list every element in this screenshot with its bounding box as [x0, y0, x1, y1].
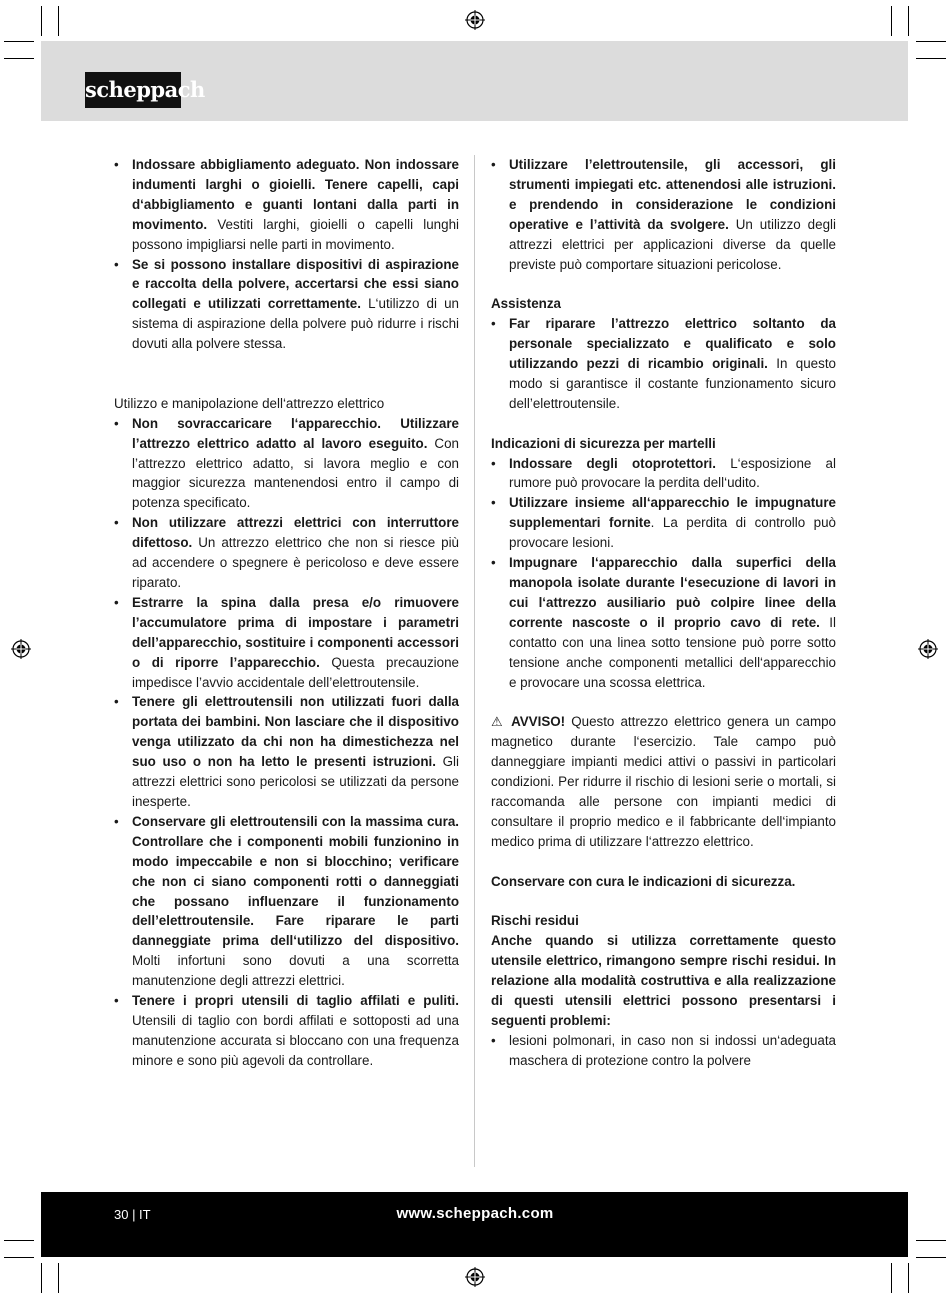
bullet-icon: •	[491, 316, 496, 332]
list-item	[491, 1031, 836, 1071]
crop-mark	[908, 6, 909, 36]
column-divider	[474, 155, 475, 1167]
item-bold-text: Far riparare l’attrezzo elettrico soltanto da personale specializzato e qualificato e solo utilizzando pezzi di ricambio originali.	[509, 316, 836, 372]
item-text: Con l’attrezzo elettrico adatto, si lavora meglio e con maggior sicurezza mantenendosi entro il campo di potenza specificato.	[132, 435, 459, 511]
usage-list	[114, 414, 459, 1071]
item-text: Questa precauzione impedisce l’avvio accidentale dell’elettroutensile.	[132, 654, 460, 690]
list-item	[114, 255, 459, 355]
item-bold-text: Se si possono installare dispositivi di aspirazione e raccolta della polvere, accertarsi che essi siano collegati e utilizzati correttamente.	[132, 256, 459, 312]
warning-triangle-icon: ⚠	[491, 714, 505, 730]
warning-paragraph	[491, 712, 836, 851]
item-text: Un attrezzo elettrico che non si riesce più ad accendere o spegnere è pericoloso e deve essere riparato.	[132, 535, 459, 590]
item-text: Utensili di taglio con bordi affilati e sottoposti ad una manutenzione accurata si bloccano con una frequenza minore e sono più agevoli da controllare.	[132, 1012, 459, 1068]
list-item	[114, 155, 459, 255]
bullet-icon: •	[114, 415, 119, 431]
crop-mark	[908, 1263, 909, 1293]
left-column	[114, 155, 459, 1071]
bullet-icon: •	[114, 993, 119, 1009]
list-item	[491, 454, 836, 494]
item-bold-text: Tenere gli elettroutensili non utilizzati fuori dalla portata dei bambini. Non lasciare che il dispositivo venga utilizzato da chi non ha dimestichezza nel suo uso o non ha letto le presenti istruzioni.	[132, 694, 459, 770]
intro-list	[114, 155, 459, 354]
residual-intro: Anche quando si utilizza correttamente questo utensile elettrico, rimangono sempre rischi residui. In relazione alla modalità costruttiva e alla realizzazione di questi utensili elettrici possono presentarsi i seguenti problemi:	[491, 933, 836, 1028]
list-item	[114, 414, 459, 514]
item-text: Gli attrezzi elettrici sono pericolosi se utilizzati da persone inesperte.	[132, 754, 459, 809]
bullet-icon: •	[114, 694, 119, 710]
warning-text: Questo attrezzo elettrico genera un campo magnetico durante l‘esercizio. Tale campo può danneggiare impianti medici attivi o passivi in particolari condizioni. Per ridurre il rischio di lesioni serie o mortali, si raccomanda alle persone con impianti medici di consultare il proprio medico e il fabbricante dell‘impianto medico prima di utilizzare l‘attrezzo elettrico.	[491, 714, 836, 849]
list-item	[114, 593, 459, 693]
footer-band	[41, 1192, 908, 1257]
list-item	[491, 553, 836, 692]
item-bold-text: Non utilizzare attrezzi elettrici con interruttore difettoso.	[132, 515, 459, 551]
section-title: Indicazioni di sicurezza per martelli	[491, 435, 716, 451]
bullet-icon: •	[491, 157, 496, 172]
crop-mark	[4, 41, 34, 42]
bullet-icon: •	[491, 555, 496, 571]
item-bold-text: Indossare degli otoprotettori.	[509, 455, 716, 471]
list-item	[114, 812, 459, 991]
bullet-icon: •	[114, 256, 119, 272]
bullet-icon: •	[114, 813, 119, 829]
residual-list	[491, 1031, 836, 1071]
scheppach-logo: scheppach	[85, 72, 181, 108]
registration-mark-icon	[918, 639, 938, 659]
bullet-icon: •	[491, 455, 496, 471]
intro-list	[491, 155, 836, 274]
crop-mark	[916, 1240, 946, 1241]
crop-mark	[58, 6, 59, 36]
registration-mark-icon	[11, 639, 31, 659]
crop-mark	[41, 6, 42, 36]
section-title: Utilizzo e manipolazione dell‘attrezzo elettrico	[114, 395, 385, 411]
item-text: L‘utilizzo di un sistema di aspirazione della polvere può ridurre i rischi dovuti alla polvere stessa.	[132, 296, 459, 352]
list-item	[114, 513, 459, 593]
crop-mark	[4, 1257, 34, 1258]
page-number: 30 | IT	[114, 1207, 151, 1222]
crop-mark	[891, 1263, 892, 1293]
item-text: Molti infortuni sono dovuti a una scorretta manutenzione degli attrezzi elettrici.	[132, 953, 459, 989]
list-item	[491, 314, 836, 414]
item-bold-text: Conservare gli elettroutensili con la massima cura. Controllare che i componenti mobili funzionino in modo impeccabile e non si blocchino; verificare che non ci siano componenti rotti o danneggiati che possano influenzare il funzionamento dell’elettroutensile. Fare riparare le parti danneggiate prima dell‘utilizzo del dispositivo.	[132, 813, 459, 949]
item-text: Il contatto con una linea sotto tensione può porre sotto tensione anche componenti metallici dell‘apparecchio e provocare una scossa elettrica.	[509, 614, 836, 690]
assistance-list	[491, 314, 836, 414]
warning-label: AVVISO!	[511, 714, 566, 730]
crop-mark	[891, 6, 892, 36]
bullet-icon: •	[491, 1032, 496, 1048]
item-text: Vestiti larghi, gioielli o capelli lunghi possono impigliarsi nelle parti in movimento.	[132, 216, 459, 252]
crop-mark	[916, 1257, 946, 1258]
item-bold-text: Estrarre la spina dalla presa e/o rimuovere l’accumulatore prima di impostare i parametri dell’apparecchio, sostituire i componenti accessori o di riporre l’apparecchio.	[132, 594, 459, 670]
crop-mark	[41, 1263, 42, 1293]
right-column	[491, 155, 836, 1071]
item-bold-text: Utilizzare insieme all‘apparecchio le impugnature supplementari fornite	[509, 495, 836, 531]
bullet-icon: •	[491, 495, 496, 511]
registration-mark-icon	[465, 1267, 485, 1287]
item-bold-text: Tenere i propri utensili di taglio affilati e puliti.	[132, 993, 459, 1009]
bullet-icon: •	[114, 594, 119, 610]
item-text: L‘esposizione al rumore può provocare la perdita dell‘udito.	[509, 455, 836, 491]
list-item	[491, 493, 836, 553]
crop-mark	[4, 58, 34, 59]
list-item	[114, 991, 459, 1071]
footer-url: www.scheppach.com	[396, 1205, 554, 1222]
item-text: In questo modo si garantisce il costante funzionamento sicuro dell’elettroutensile.	[509, 356, 836, 411]
keep-safe-note: Conservare con cura le indicazioni di sicurezza.	[491, 873, 796, 889]
section-title: Assistenza	[491, 296, 561, 312]
item-bold-text: Impugnare l‘apparecchio dalla superfici della manopola isolate durante l‘esecuzione di lavori in cui l‘attrezzo ausiliario può colpire linee della corrente nascoste o il proprio cavo di rete.	[509, 555, 836, 630]
hammer-list	[491, 454, 836, 693]
item-text: lesioni polmonari, in caso non si indossi un‘adeguata maschera di protezione contro la polvere	[509, 1032, 836, 1068]
item-bold-text: Indossare abbigliamento adeguato. Non indossare indumenti larghi o gioielli. Tenere capelli, capi d‘abbigliamento e guanti lontani dalla parti in movimento.	[132, 157, 459, 232]
item-text: Un utilizzo degli attrezzi elettrici per applicazioni diverse da quelle previste può comportare situazioni pericolose.	[509, 216, 836, 272]
list-item	[114, 692, 459, 811]
crop-mark	[916, 58, 946, 59]
item-text: . La perdita di controllo può provocare lesioni.	[509, 515, 836, 551]
section-title: Rischi residui	[491, 913, 579, 929]
bullet-icon: •	[114, 157, 119, 172]
list-item	[491, 155, 836, 274]
item-bold-text: Non sovraccaricare l‘apparecchio. Utilizzare l’attrezzo elettrico adatto al lavoro eseguito.	[132, 415, 459, 451]
item-bold-text: Utilizzare l’elettroutensile, gli accessori, gli strumenti impiegati etc. attenendosi alle istruzioni. e prendendo in considerazione le condizioni operative e l’attività da svolgere.	[509, 157, 836, 232]
registration-mark-icon	[465, 10, 485, 30]
crop-mark	[58, 1263, 59, 1293]
crop-mark	[4, 1240, 34, 1241]
bullet-icon: •	[114, 515, 119, 531]
crop-mark	[916, 41, 946, 42]
